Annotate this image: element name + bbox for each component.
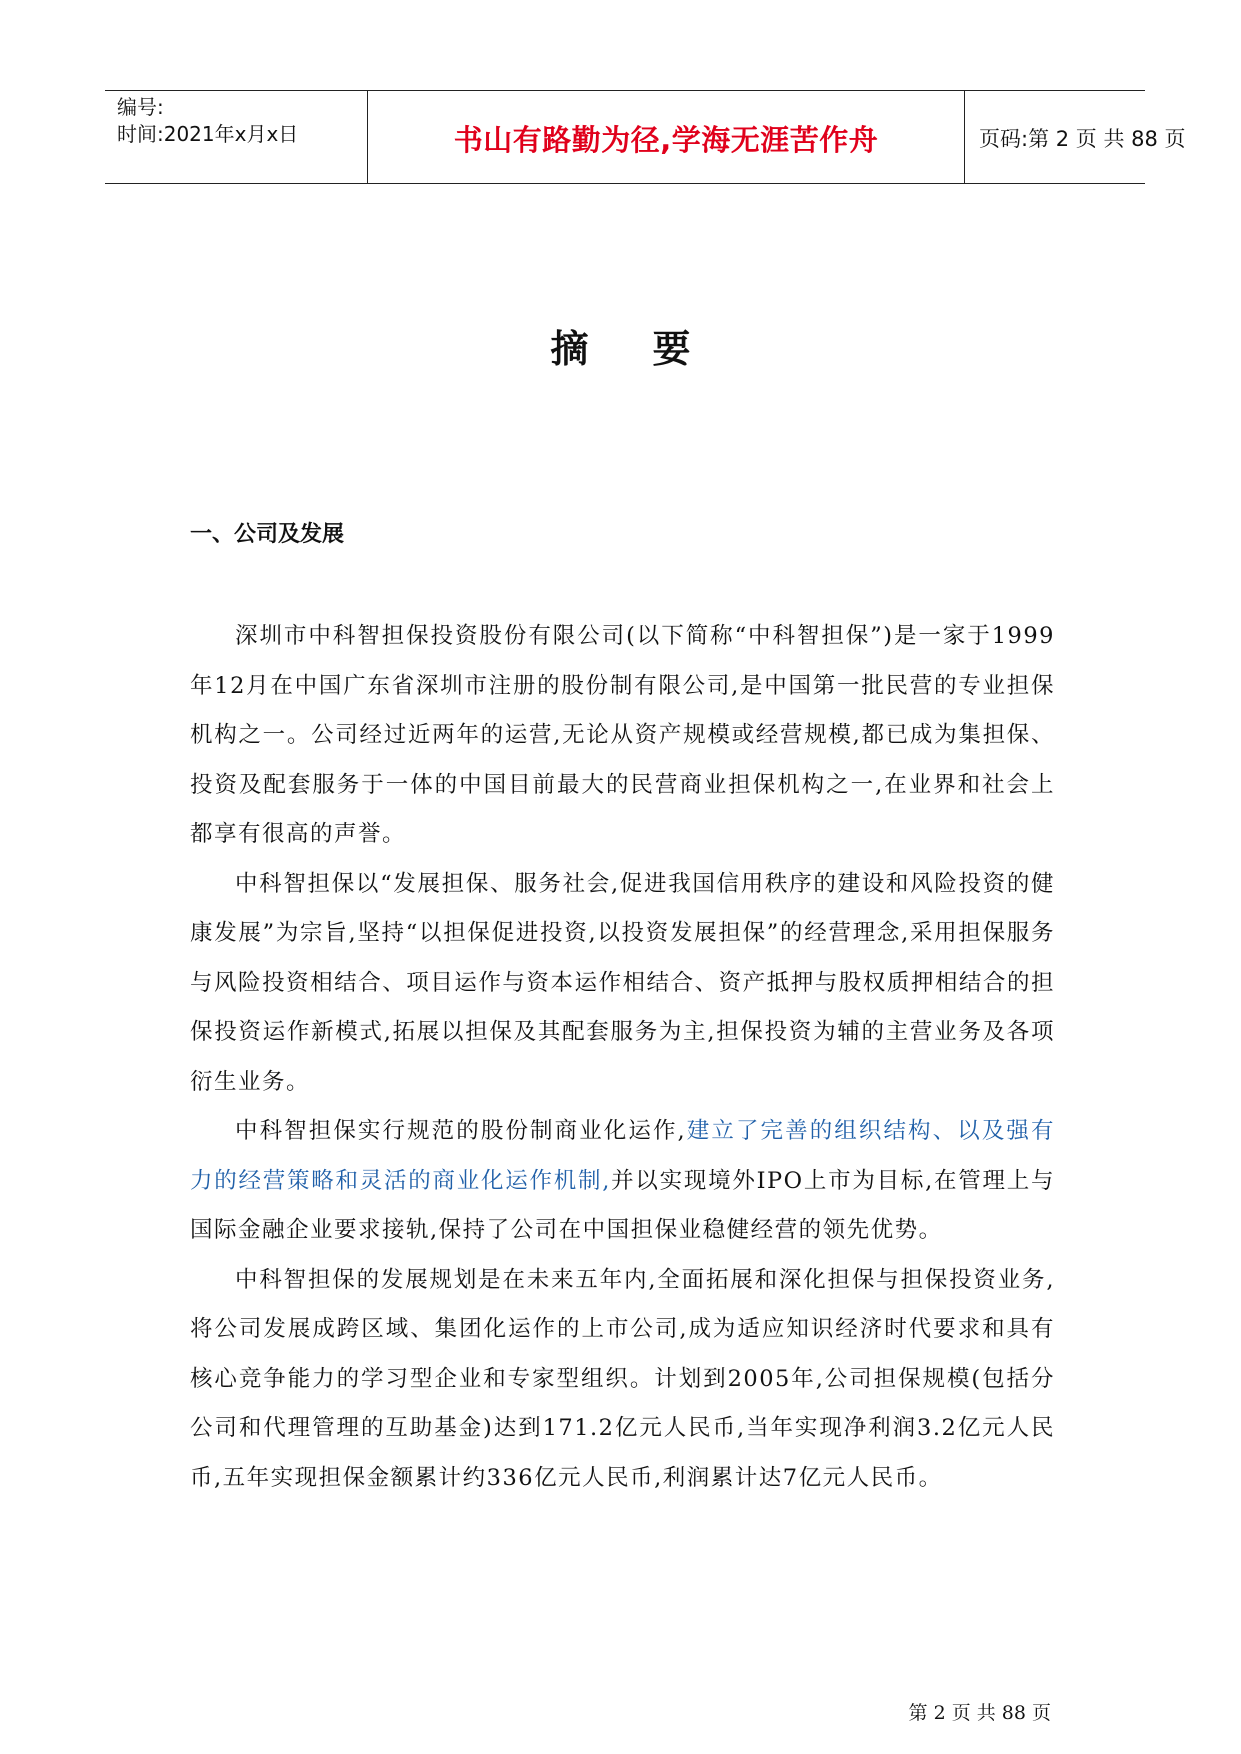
header-page-info: 页码:第 2 页 共 88 页 — [979, 127, 1186, 151]
header-motto: 书山有路勤为径,学海无涯苦作舟 — [453, 123, 879, 157]
header-motto-cell — [368, 91, 965, 183]
section-heading: 一、公司及发展 — [190, 521, 345, 547]
document-number-label: 编号: — [117, 95, 164, 119]
paragraph-mission: 中科智担保以“发展担保、服务社会,促进我国信用秩序的建设和风险投资的健康发展”为宗旨,坚持“以担保促进投资,以投资发展担保”的经营理念,采用担保服务与风险投资相结合、项目运作与资本运作相结合、资产抵押与股权质押相结合的担保投资运作新模式,拓展以担保及其配套服务为主,担保投资为辅的主营业务及各项衍生业务。 — [190, 870, 1055, 1095]
paragraph-company-intro: 深圳市中科智担保投资股份有限公司(以下简称“中科智担保”)是一家于1999年12月在中国广东省深圳市注册的股份制有限公司,是中国第一批民营的专业担保机构之一。公司经过近两年的运营,无论从资产规模或经营规模,都已成为集担保、投资及配套服务于一体的中国目前最大的民营商业担保机构之一,在业界和社会上都享有很高的声誉。 — [190, 623, 1055, 847]
paragraph-operations-highlight: 建立了完善的组织结构、以及强有力的经营策略和灵活的商业化运作机制, — [190, 1118, 1055, 1194]
page-header — [105, 90, 1186, 184]
section-body — [190, 612, 1055, 1503]
paragraph-operations-end: 并以实现境外IPO上市为目标,在管理上与国际金融企业要求接轨,保持了公司在中国担保业稳健经营的领先优势。 — [190, 1167, 1055, 1243]
paragraph-operations — [190, 1107, 1055, 1256]
header-page-cell — [965, 91, 1186, 183]
header-meta-cell — [105, 91, 368, 183]
paragraph-development-plan: 中科智担保的发展规划是在未来五年内,全面拓展和深化担保与担保投资业务,将公司发展成跨区域、集团化运作的上市公司,成为适应知识经济时代要求和具有核心竞争能力的学习型企业和专家型组织。计划到2005年,公司担保规模(包括分公司和代理管理的互助基金)达到171.2亿元人民币,当年实现净利润3.2亿元人民币,五年实现担保金额累计约336亿元人民币,利润累计达7亿元人民币。 — [190, 1266, 1055, 1491]
paragraph-operations-start: 中科智担保实行规范的股份制商业化运作, — [235, 1118, 687, 1144]
page-footer-number: 第 2 页 共 88 页 — [908, 1702, 1051, 1724]
document-time-label: 时间:2021年x月x日 — [117, 122, 299, 146]
page-title: 摘要 — [550, 326, 755, 371]
